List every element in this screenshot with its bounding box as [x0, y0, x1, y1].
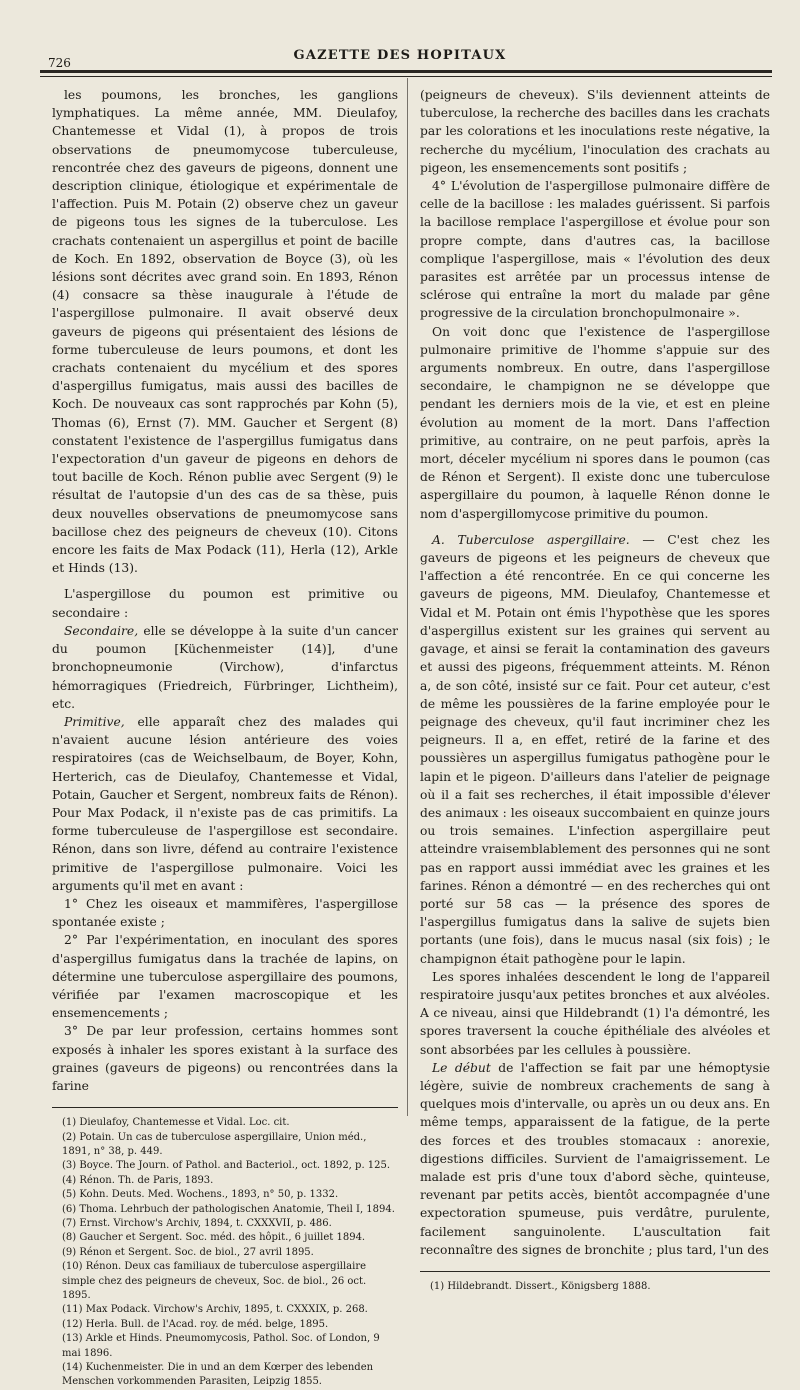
footnote: (10) Rénon. Deux cas familiaux de tuberculose aspergillaire simple chez des peigneurs de cheveux, Soc. de biol., 26 oct. 1895. — [62, 1261, 367, 1302]
lead-term: Primitive, — [64, 714, 125, 729]
paragraph-text: elle se développe à la suite d'un cancer du poumon [Küchenmeister (14)], d'une bronchopneumonie (Virchow), d'infarctus hémorragiques (Friedreich, Fürbringer, Lichtheim), etc. — [52, 623, 398, 711]
footnote: (6) Thoma. Lehrbuch der pathologischen Anatomie, Theil I, 1894. — [62, 1203, 395, 1215]
paragraph — [420, 531, 770, 968]
paragraph: 3° De par leur profession, certains hommes sont exposés à inhaler les spores existant à la surface des graines (gaveurs de pigeons) ou rencontrées dans la farine — [52, 1024, 398, 1093]
paragraph: L'aspergillose du poumon est primitive ou secondaire : — [52, 587, 398, 620]
page-number: 726 — [48, 56, 71, 70]
paragraph-text: de l'affection se fait par une hémoptysie légère, suivie de nombreux crachements de sang à quelques mois d'intervalle, ou après un ou deux ans. En même temps, apparaissent de la fatigue, de la perte des forces et des troubles stomacaux : anorexie, digestions difficiles. Survient de l'amaigrissement. Le malade est pris d'une toux d'abord sèche, quinteuse, revenant par petits accès, bientôt accompagnée d'une expectoration spumeuse, puis verdâtre, purulente, facilement sanguinolente. L'auscultation fait reconnaître des signes de bronchite ; plus tard, l'un des — [420, 1060, 770, 1257]
page-header — [40, 46, 760, 68]
footnote: (9) Rénon et Sergent. Soc. de biol., 27 avril 1895. — [62, 1246, 314, 1258]
lead-term: Le début — [432, 1060, 491, 1075]
footnote: (14) Kuchenmeister. Die in und an dem Kœrper des lebenden Menschen vorkommenden Parasiten, Leipzig 1855. — [62, 1362, 374, 1388]
paragraph: 2° Par l'expérimentation, en inoculant des spores d'aspergillus fumigatus dans la trachée de lapins, on détermine une tuberculose aspergillaire des poumons, vérifiée par l'examen macroscopique et les ensemencements ; — [52, 933, 398, 1021]
paragraph — [52, 713, 398, 895]
paragraph: (peigneurs de cheveux). S'ils deviennent atteints de tuberculose, la recherche des bacilles dans les crachats par les colorations et les inoculations reste négative, la recherche du mycélium, l'inoculation des crachats au pigeon, les ensemencements sont positifs ; — [420, 88, 770, 175]
footnote: (5) Kohn. Deuts. Med. Wochens., 1893, n° 50, p. 1332. — [62, 1189, 339, 1201]
lead-term: Secondaire, — [64, 623, 139, 638]
right-column — [420, 86, 770, 1294]
footnote: (8) Gaucher et Sergent. Soc. méd. des hôpit., 6 juillet 1894. — [62, 1232, 366, 1244]
footnote: (12) Herla. Bull. de l'Acad. roy. de méd. belge, 1895. — [62, 1318, 329, 1330]
footnote: (4) Rénon. Th. de Paris, 1893. — [62, 1174, 214, 1186]
left-column — [52, 86, 398, 1390]
paragraph: Les spores inhalées descendent le long de l'appareil respiratoire jusqu'aux petites bronches et aux alvéoles. A ce niveau, ainsi que Hildebrandt (1) l'a démontré, les spores traversent la couche épithéliale des alvéoles et sont absorbées par les cellules à poussière. — [420, 969, 770, 1057]
section-heading: A. Tuberculose aspergillaire. — [432, 532, 630, 547]
paragraph — [420, 1059, 770, 1259]
paragraph: 4° L'évolution de l'aspergillose pulmonaire diffère de celle de la bacillose : les malades guérissent. Si parfois la bacillose remplace l'aspergillose et évolue pour son propre compte, dans d'autres cas, la bacillose complique l'aspergillose, mais « l'évolution des deux parasites est arrêtée par un processus intense de sclérose qui entraîne la mort du malade par gêne progressive de la circulation bronchopulmonaire ». — [420, 179, 770, 321]
footnote: (3) Boyce. The Journ. of Pathol. and Bacteriol., oct. 1892, p. 125. — [62, 1160, 391, 1172]
paragraph: les poumons, les bronches, les ganglions lymphatiques. La même année, MM. Dieulafoy, Chantemesse et Vidal (1), à propos de trois observations de pneumomycose tuberculeuse, rencontrée chez des gaveurs de pigeons, donnent une description clinique, étiologique et expérimentale de l'affection. Puis M. Potain (2) observe chez un gaveur de pigeons tous les signes de la tuberculose. Les crachats contenaient un aspergillus et point de bacille de Koch. En 1892, observation de Boyce (3), où les lésions sont décrites avec grand soin. En 1893, Rénon (4) consacre sa thèse inaugurale à l'étude de l'aspergillose pulmonaire. Il avait observé deux gaveurs de pigeons qui présentaient des lésions de forme tuberculeuse de leurs poumons, et dont les crachats contenaient du mycélium et des spores d'aspergillus fumigatus, mais aussi des bacilles de Koch. De nouveaux cas sont rapprochés par Kohn (5), Thomas (6), Ernst (7). MM. Gaucher et Sergent (8) constatent l'existence de l'aspergillus fumigatus dans l'expectoration d'un gaveur de pigeons en dehors de tout bacille de Koch. Rénon publie avec Sergent (9) le résultat de l'autopsie d'un des cas de sa thèse, puis deux nouvelles observations de pneumomycose sans bacillose chez des peigneurs de cheveux (10). Citons encore les faits de Max Podack (11), Herla (12), Arkle et Hinds (13). — [52, 88, 398, 576]
footnote: (2) Potain. Un cas de tuberculose aspergillaire, Union méd., 1891, n° 38, p. 449. — [62, 1131, 367, 1157]
column-divider — [407, 78, 408, 1116]
paragraph — [52, 622, 398, 713]
paragraph-text: elle apparaît chez des malades qui n'avaient aucune lésion antérieure des voies respiratoires (cas de Weichselbaum, de Boyer, Kohn, Herterich, cas de Dieulafoy, Chantemesse et Vidal, Potain, Gaucher et Sergent, nombreux faits de Rénon). Pour Max Podack, il n'existe pas de cas primitifs. La forme tuberculeuse de l'aspergillose est secondaire. Rénon, dans son livre, défend au contraire l'existence primitive de l'aspergillose pulmonaire. Voici les arguments qu'il met en avant : — [52, 714, 398, 893]
footnotes — [420, 1271, 770, 1294]
footnote: (1) Hildebrandt. Dissert., Königsberg 1888. — [430, 1281, 651, 1292]
footnote: (1) Dieulafoy, Chantemesse et Vidal. Loc. cit. — [62, 1117, 290, 1129]
footnote: (13) Arkle et Hinds. Pneumomycosis, Pathol. Soc. of London, 9 mai 1896. — [62, 1333, 380, 1359]
paragraph: 1° Chez les oiseaux et mammifères, l'aspergillose spontanée existe ; — [52, 896, 398, 930]
header-rule-thin — [40, 76, 772, 77]
footnotes — [52, 1107, 398, 1390]
paragraph: On voit donc que l'existence de l'aspergillose pulmonaire primitive de l'homme s'appuie sur des arguments nombreux. En outre, dans l'aspergillose secondaire, le champignon ne se développe que pendant les derniers mois de la vie, et est en pleine évolution au moment de la mort. Dans l'affection primitive, au contraire, on ne peut parfois, après la mort, déceler mycélium ni spores dans le poumon (cas de Rénon et Sergent). Il existe donc une tuberculose aspergillaire du poumon, à laquelle Rénon donne le nom d'aspergillomycose primitive du poumon. — [420, 324, 770, 521]
footnote: (11) Max Podack. Virchow's Archiv, 1895, t. CXXXIX, p. 268. — [62, 1304, 368, 1316]
header-rule-thick — [40, 70, 772, 73]
footnote: (7) Ernst. Virchow's Archiv, 1894, t. CXXXVII, p. 486. — [62, 1218, 332, 1230]
paragraph-text: — C'est chez les gaveurs de pigeons et les peigneurs de cheveux que l'affection a été rencontrée. En ce qui concerne les gaveurs de pigeons, MM. Dieulafoy, Chantemesse et Vidal et M. Potain ont émis l'hypothèse que les spores d'aspergillus existent sur les graines qui servent au gavage, et ainsi se ferait la contamination des gaveurs et aussi des pigeons, fréquemment atteints. M. Rénon a, de son côté, insisté sur ce fait. Pour cet auteur, c'est de même les poussières de la farine employée pour le peignage des cheveux, qu'il faut incriminer chez les peigneurs. Il a, en effet, retiré de la farine et des poussières un aspergillus fumigatus pathogène pour le lapin et le pigeon. D'ailleurs dans l'atelier de peignage où il a fait ses recherches, il était impossible d'élever des animaux : les oiseaux succombaient en quinze jours ou trois semaines. L'infection aspergillaire peut atteindre vraisemblablement des personnes qui ne sont pas en rapport aussi immédiat avec les graines et les farines. Rénon a démontré — en des recherches qui ont porté sur 58 cas — la présence des spores de l'aspergillus fumigatus dans la salive de sujets bien portants (une fois), dans le mucus nasal (six fois) ; le champignon était pathogène pour le lapin. — [420, 532, 770, 966]
journal-title: GAZETTE DES HOPITAUX — [293, 48, 507, 63]
